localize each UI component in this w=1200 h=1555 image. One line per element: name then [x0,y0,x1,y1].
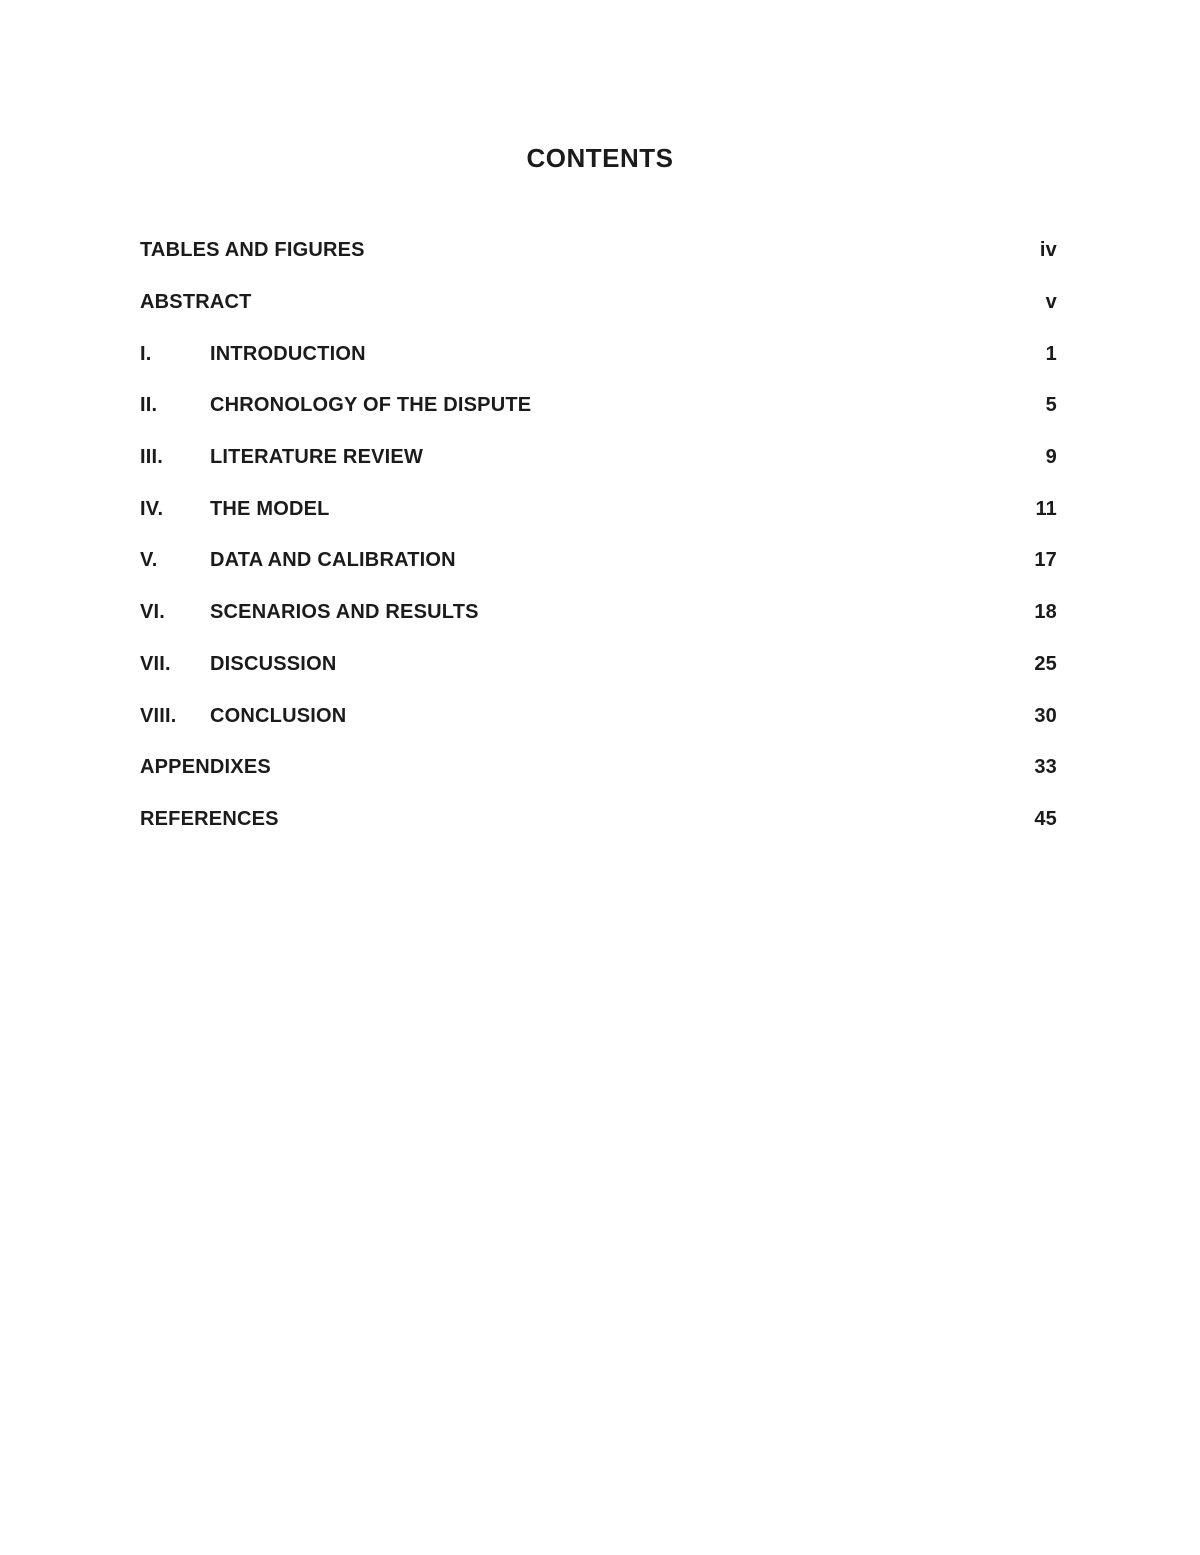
toc-entry-page: 18 [1034,601,1057,624]
toc-entry-page: 17 [1034,549,1057,572]
toc-entry [140,742,1057,794]
toc-entry-page: 5 [1045,394,1057,417]
toc-entry-label: APPENDIXES [140,756,271,779]
toc-entry-page: 9 [1045,446,1057,469]
toc-entry [140,380,1057,432]
toc-entry [140,328,1057,380]
toc-entry-page: 33 [1034,756,1057,779]
toc-entry-numeral: VIII. [140,704,177,727]
toc-entry-label: REFERENCES [140,807,279,830]
toc-entry-page: v [1045,291,1057,314]
page-title: CONTENTS [526,143,674,173]
toc-entry-label: ABSTRACT [140,291,252,314]
toc-entry-numeral: IV. [140,497,164,520]
toc-entry-label: LITERATURE REVIEW [210,446,424,469]
toc-entry-numeral: I. [140,342,152,365]
toc-entry-page: 45 [1034,807,1057,830]
toc-entry [140,639,1057,691]
toc-entry-numeral: VII. [140,652,171,675]
toc-entry-numeral: II. [140,394,158,417]
toc-entry-page: iv [1039,239,1057,262]
toc-entry-numeral: VI. [140,601,166,624]
toc-entry [140,794,1057,846]
toc-entry-numeral: III. [140,446,164,469]
toc-entry [140,587,1057,639]
toc-entry [140,277,1057,329]
toc-entry-numeral: V. [140,549,158,572]
toc-entry-label: CONCLUSION [210,704,347,727]
toc-entry-label: INTRODUCTION [210,342,366,365]
toc-entry-label: TABLES AND FIGURES [140,239,365,262]
toc-entry-page: 25 [1034,652,1057,675]
table-of-contents [140,225,1057,845]
toc-entry-label: DATA AND CALIBRATION [210,549,456,572]
toc-entry-label: SCENARIOS AND RESULTS [210,601,479,624]
toc-entry-label: THE MODEL [210,497,330,520]
toc-entry-page: 11 [1035,497,1057,520]
toc-entry [140,535,1057,587]
toc-entry [140,690,1057,742]
toc-entry-label: DISCUSSION [210,652,337,675]
toc-entry-label: CHRONOLOGY OF THE DISPUTE [210,394,532,417]
toc-entry [140,225,1057,277]
toc-entry-page: 30 [1034,704,1057,727]
toc-entry [140,432,1057,484]
toc-entry [140,483,1057,535]
toc-entry-page: 1 [1045,342,1057,365]
